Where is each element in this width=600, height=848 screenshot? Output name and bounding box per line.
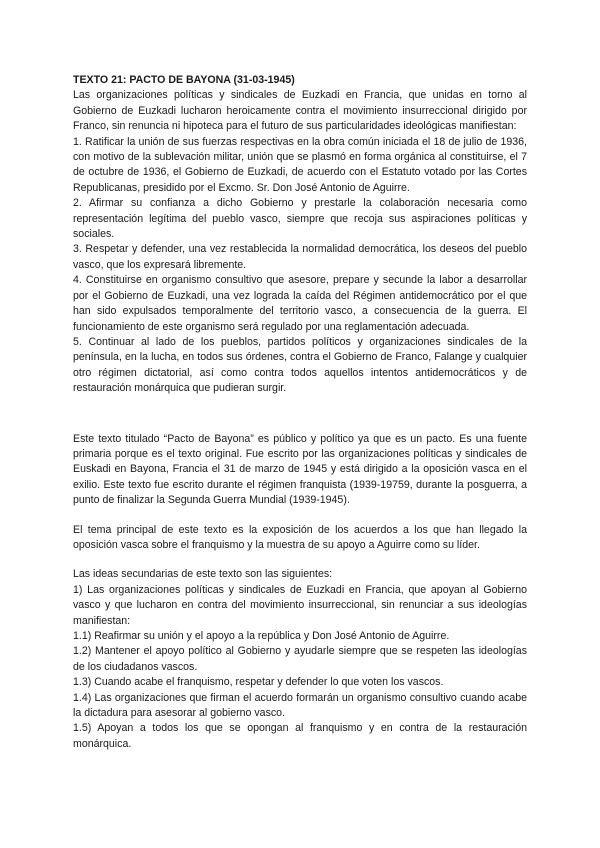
section-spacer (73, 397, 527, 432)
secondary-idea-1-3: 1.3) Cuando acabe el franquismo, respetar y defender lo que voten los vascos. (73, 676, 444, 689)
secondary-idea-1-1: 1.1) Reafirmar su unión y el apoyo a la república y Don José Antonio de Aguirre. (73, 630, 450, 642)
paragraph-spacer (73, 509, 527, 523)
point-4: 4. Constituirse en organismo consultivo que asesore, prepare y secunde la labor a desarrollar por el Gobierno de Euzkadi, una vez lograda la caída del Régimen antidemocrático por el que han sido expulsados temporalmente del territorio vasco, a consecuencia de la guerra. El funcionamiento de este organismo será regulado por una reglamentación adecuada. (73, 274, 527, 333)
context-paragraph: Este texto titulado “Pacto de Bayona” es público y político ya que es un pacto. Es una fuente primaria porque es el texto original. Fue escrito por las organizaciones políticas y sindicales de Euskadi en Bayona, Francia el 31 de marzo de 1945 y está dirigido a la oposición vasca en el exilio. Este texto fue escrito durante el régimen franquista (1939-19759, durante la posguerra, a punto de finalizar la Segunda Guerra Mundial (1939-1945). (73, 432, 527, 507)
intro-paragraph: Las organizaciones políticas y sindicales de Euzkadi en Francia, que unidas en torno al Gobierno de Euzkadi lucharon heroicamente contra el movimiento insurreccional dirigido por Franco, sin renuncia ni hipoteca para el futuro de sus particularidades ideológicas manifiestan: (73, 89, 527, 133)
secondary-idea-1-4: 1.4) Las organizaciones que firman el acuerdo formarán un organismo consultivo cuando acabe la dictadura para asesorar al gobierno vasco. (73, 691, 527, 720)
point-3: 3. Respetar y defender, una vez restablecida la normalidad democrática, los deseos del pueblo vasco, que los expresará libremente. (73, 243, 527, 271)
secondary-idea-1-5: 1.5) Apoyan a todos los que se opongan al franquismo y en contra de la restauración monárquica. (73, 722, 527, 750)
point-2: 2. Afirmar su confianza a dicho Gobierno y prestarle la colaboración necesaria como representación legítima del pueblo vasco, siempre que recoja sus aspiraciones políticas y sociales. (73, 197, 527, 241)
secondary-idea-1: 1) Las organizaciones políticas y sindicales de Euzkadi en Francia, que apoyan al Gobierno vasco y que lucharon en contra del movimiento insurreccional, sin renunciar a sus ideologías manifiestan: (73, 583, 527, 627)
paragraph-spacer (73, 553, 527, 567)
document-title: TEXTO 21: PACTO DE BAYONA (31-03-1945) (73, 74, 295, 86)
main-theme-paragraph: El tema principal de este texto es la exposición de los acuerdos a los que han llegado la oposición vasca sobre el franquismo y la muestra de su apoyo a Aguirre como su líder. (73, 523, 527, 551)
secondary-idea-1-2: 1.2) Mantener el apoyo político al Gobierno y ayudarle siempre que se respeten las ideologías de los ciudadanos vascos. (73, 645, 527, 673)
point-1: 1. Ratificar la unión de sus fuerzas respectivas en la obra común iniciada el 18 de julio de 1936, con motivo de la sublevación militar, unión que se plasmó en forma orgánica al constituirse, el 7 de octubre de 1936, el Gobierno de Euzkadi, de acuerdo con el Estatuto votado por las Cortes Republicanas, presidido por el Excmo. Sr. Don José Antonio de Aguirre. (73, 135, 527, 194)
secondary-ideas-heading: Las ideas secundarias de este texto son las siguientes: (73, 568, 333, 581)
point-5: 5. Continuar al lado de los pueblos, partidos políticos y organizaciones sindicales de la península, en la lucha, en todos sus órdenes, contra el Gobierno de Franco, Falange y cualquier otro régimen dictatorial, así como contra todos aquellos intentos antidemocráticos y de restauración monárquica que pudieran surgir. (73, 335, 527, 395)
